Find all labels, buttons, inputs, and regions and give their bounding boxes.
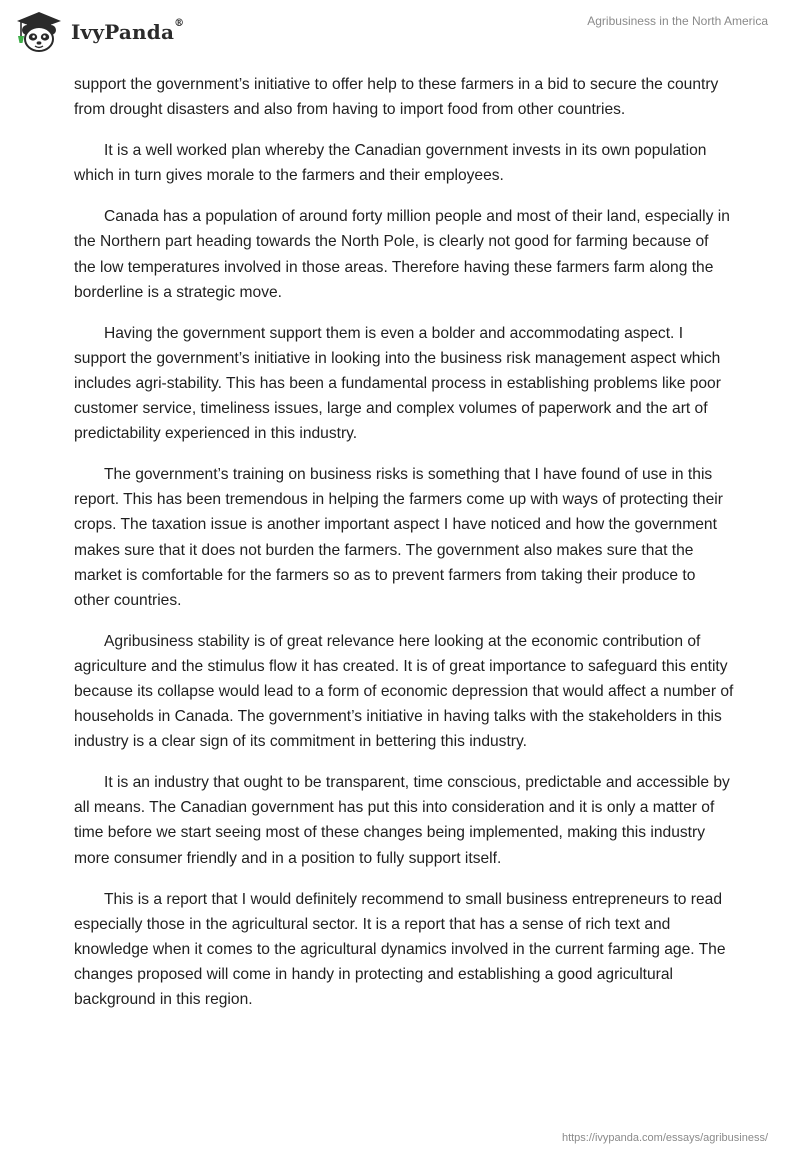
paragraph: It is a well worked plan whereby the Canadian government invests in its own population which in turn gives morale to the farmers and their employees.: [74, 142, 707, 185]
page-header: [0, 0, 800, 66]
logo-name: IvyPanda: [71, 20, 175, 44]
essay-body: [74, 72, 734, 1028]
ivypanda-logo[interactable]: [14, 10, 184, 54]
paragraph: support the government’s initiative to offer help to these farmers in a bid to secure the country from drought disasters and also from having to import food from other countries.: [74, 76, 719, 119]
paragraph: It is an industry that ought to be transparent, time conscious, predictable and accessible by all means. The Canadian government has put this into consideration and it is only a matter of time before we start seeing most of these changes being implemented, making this industry more consumer friendly and in a position to fully support itself.: [74, 774, 730, 867]
registered-mark: ®: [174, 18, 185, 29]
paragraph: Canada has a population of around forty million people and most of their land, especially in the Northern part heading towards the North Pole, is clearly not good for farming because of the low temperatures involved in those areas. Therefore having these farmers farm along the borderline is a strategic move.: [74, 208, 730, 301]
paragraph: This is a report that I would definitely recommend to small business entrepreneurs to read especially those in the agricultural sector. It is a report that has a sense of rich text and knowledge when it comes to the agricultural dynamics involved in the current farming age. The changes proposed will come in handy in protecting and establishing a good agricultural background in this region.: [74, 890, 726, 1008]
paragraph: The government’s training on business risks is something that I have found of use in this report. This has been tremendous in helping the farmers come up with ways of protecting their crops. The taxation issue is another important aspect I have noticed and how the government makes sure that it does not burden the farmers. The government also makes sure that the market is comfortable for the farmers so as to prevent farmers from taking their produce to other countries.: [74, 466, 723, 609]
document-title: Agribusiness in the North America: [587, 14, 768, 28]
paragraph: Having the government support them is even a bolder and accommodating aspect. I support the government’s initiative in looking into the business risk management aspect which includes agri-stability. This has been a fundamental process in establishing problems like poor customer service, timeliness issues, large and complex volumes of paperwork and the art of predictability experienced in this industry.: [74, 324, 721, 443]
paragraph: Agribusiness stability is of great relevance here looking at the economic contribution of agriculture and the stimulus flow it has created. It is of great importance to safeguard this entity because its collapse would lead to a form of economic depression that would affect a number of households in Canada. The government’s initiative in having talks with the stakeholders in this industry is a clear sign of its commitment in bettering this industry.: [74, 632, 734, 751]
logo-wordmark: [71, 20, 184, 44]
panda-graduate-icon: [14, 10, 64, 54]
source-url-link[interactable]: https://ivypanda.com/essays/agribusiness/: [561, 1132, 768, 1144]
